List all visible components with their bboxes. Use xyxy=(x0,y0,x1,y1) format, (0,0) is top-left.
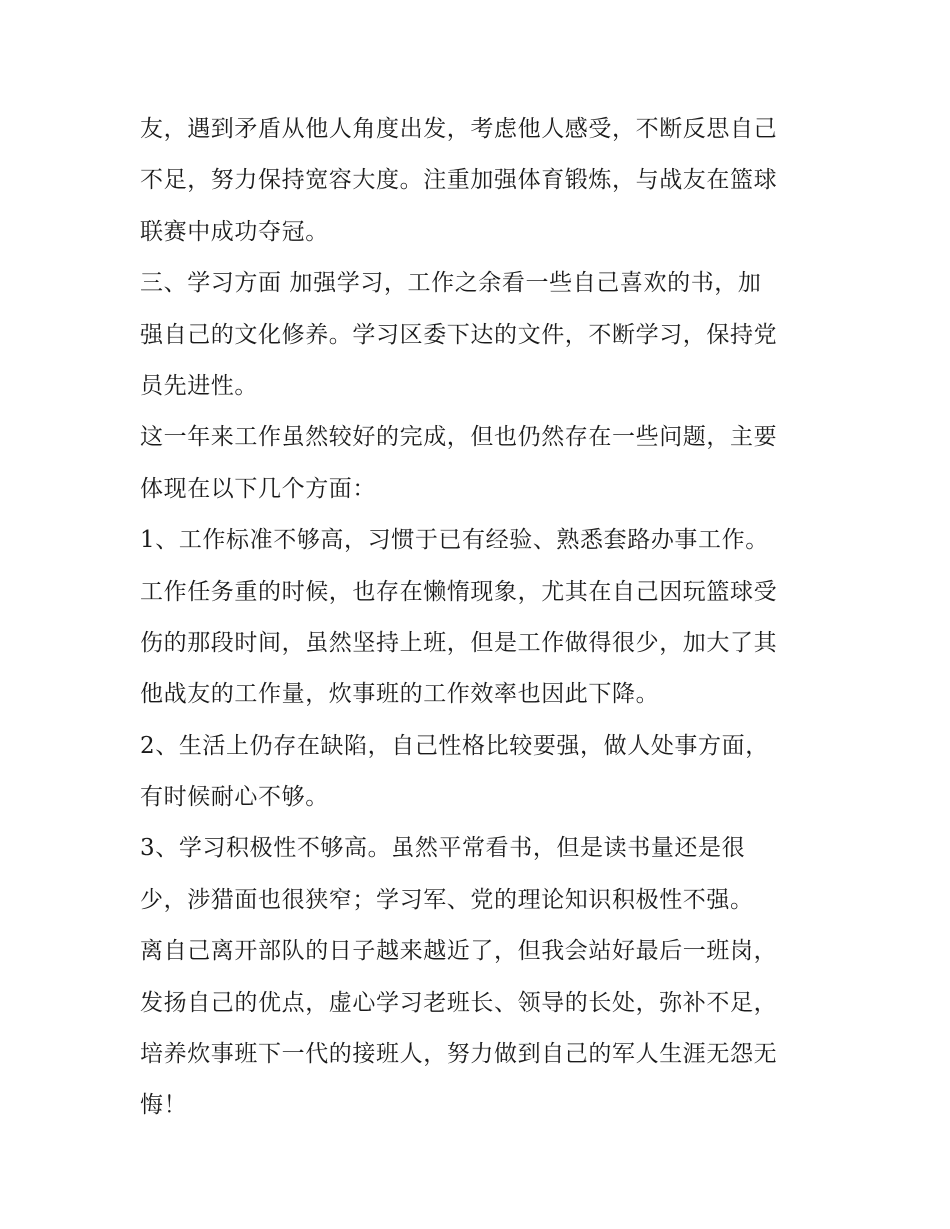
text-line: 有时候耐心不够。 xyxy=(140,784,329,811)
text-line: 2、生活上仍存在缺陷，自己性格比较要强，做人处事方面， xyxy=(140,732,769,759)
text-line: 不足，努力保持宽容大度。注重加强体育锻炼，与战友在篮球 xyxy=(140,167,778,194)
text-line: 培养炊事班下一代的接班人，努力做到自己的军人生涯无怨无 xyxy=(140,1041,778,1068)
text-line: 体现在以下几个方面： xyxy=(140,475,376,502)
text-line: 离自己离开部队的日子越来越近了，但我会站好最后一班岗， xyxy=(140,938,778,965)
text-line: 悔！ xyxy=(140,1092,188,1119)
text-line: 工作任务重的时候，也存在懒惰现象，尤其在自己因玩篮球受 xyxy=(140,578,778,605)
text-line: 1、工作标准不够高，习惯于已有经验、熟悉套路办事工作。 xyxy=(140,527,769,554)
text-line: 伤的那段时间，虽然坚持上班，但是工作做得很少，加大了其 xyxy=(140,629,778,656)
text-line: 这一年来工作虽然较好的完成，但也仍然存在一些问题，主要 xyxy=(140,424,778,451)
text-line: 他战友的工作量，炊事班的工作效率也因此下降。 xyxy=(140,681,660,708)
text-line: 强自己的文化修养。学习区委下达的文件，不断学习，保持党 xyxy=(140,321,778,348)
text-line: 三、学习方面 加强学习，工作之余看一些自己喜欢的书，加 xyxy=(140,270,762,297)
text-line: 联赛中成功夺冠。 xyxy=(140,218,329,245)
text-line: 发扬自己的优点，虚心学习老班长、领导的长处，弥补不足， xyxy=(140,989,778,1016)
text-line: 3、学习积极性不够高。虽然平常看书，但是读书量还是很 xyxy=(140,835,746,862)
text-line: 少，涉猎面也很狭窄；学习军、党的理论知识积极性不强。 xyxy=(140,886,754,913)
text-line: 友，遇到矛盾从他人角度出发，考虑他人感受，不断反思自己 xyxy=(140,116,778,142)
document-body xyxy=(140,104,840,1132)
text-line: 员先进性。 xyxy=(140,372,258,399)
